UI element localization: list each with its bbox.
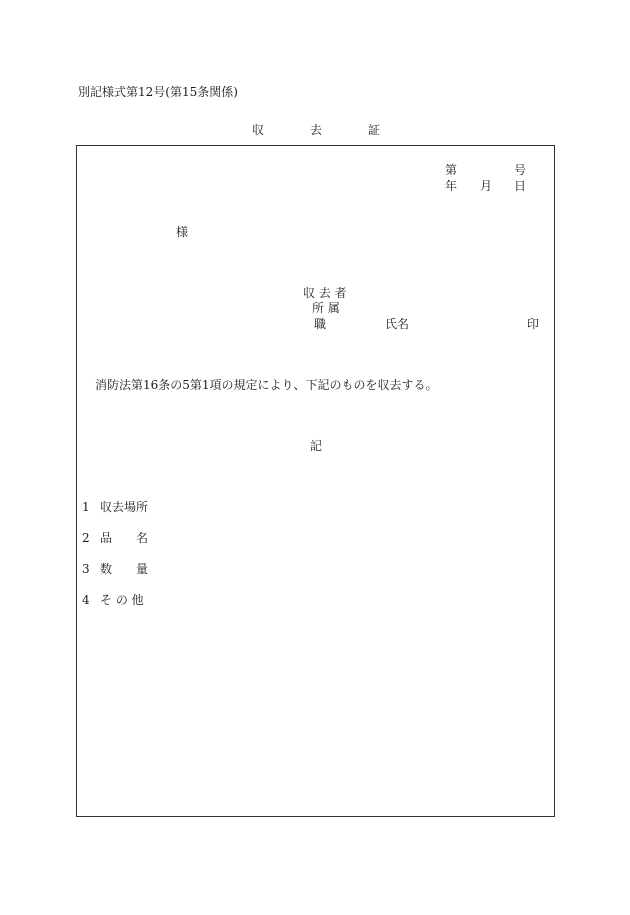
addressee-sama: 様 xyxy=(176,225,189,239)
ki-label: 記 xyxy=(310,439,323,453)
title-char-1: 収 xyxy=(252,123,265,137)
seal-mark: 印 xyxy=(527,317,540,331)
date-year: 年 xyxy=(445,179,458,193)
item-1-num: 1 xyxy=(82,500,90,514)
item-3-label-b: 量 xyxy=(136,562,149,576)
date-month: 月 xyxy=(480,179,493,193)
form-label: 別記様式第12号(第15条関係) xyxy=(78,85,238,99)
date-day: 日 xyxy=(514,179,527,193)
item-3-label-a: 数 xyxy=(100,562,113,576)
form-box xyxy=(76,145,555,817)
item-4-label: そ の 他 xyxy=(100,593,144,607)
number-go: 号 xyxy=(514,163,527,177)
body-text: 消防法第16条の5第1項の規定により、下記のものを収去する。 xyxy=(95,378,438,392)
item-3-num: 3 xyxy=(82,562,90,576)
title-char-2: 去 xyxy=(310,123,323,137)
item-2-label-b: 名 xyxy=(136,531,149,545)
number-dai: 第 xyxy=(445,163,458,177)
collector-name: 氏名 xyxy=(385,317,410,331)
collector-position: 職 xyxy=(314,317,327,331)
item-2-num: 2 xyxy=(82,531,90,545)
collector-label: 収 去 者 xyxy=(303,286,347,300)
collector-affiliation: 所 属 xyxy=(312,301,340,315)
item-1-label: 収去場所 xyxy=(100,500,149,514)
item-4-num: 4 xyxy=(82,593,90,607)
item-2-label-a: 品 xyxy=(100,531,113,545)
title-char-3: 証 xyxy=(368,123,381,137)
